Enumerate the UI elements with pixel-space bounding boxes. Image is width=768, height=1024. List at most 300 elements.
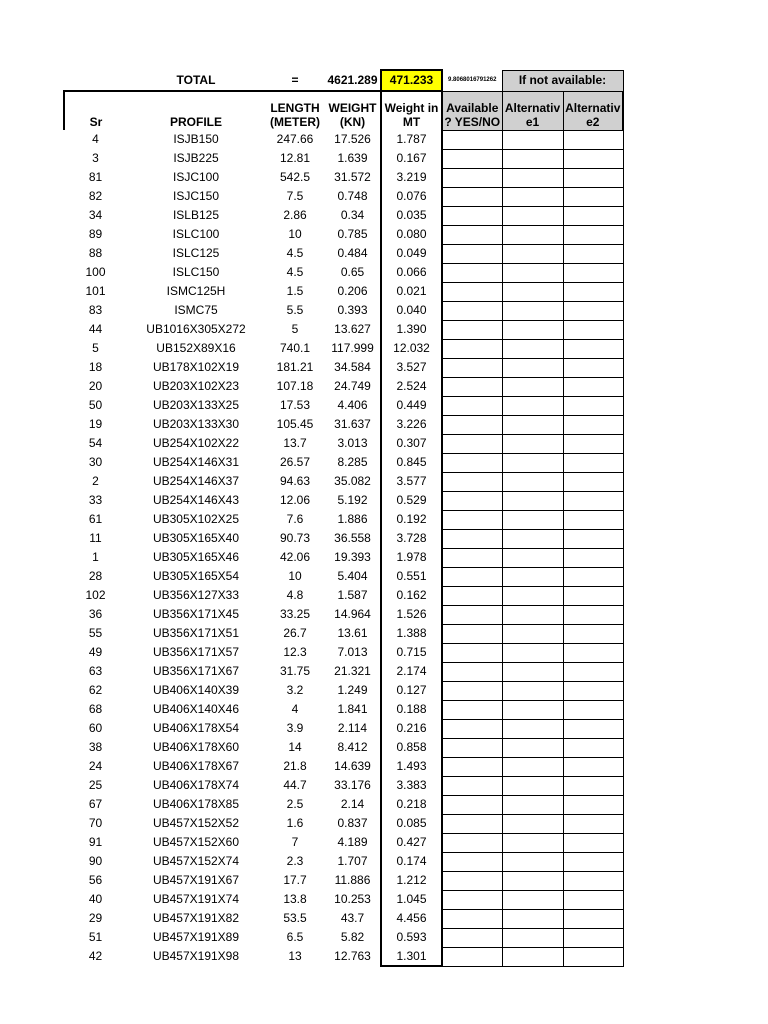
row-weight[interactable]: 12.763 [334, 949, 371, 963]
row-alternative-1-cell[interactable] [502, 586, 563, 605]
row-available-cell[interactable] [442, 301, 502, 320]
row-alternative-2-cell[interactable] [563, 947, 623, 966]
row-length[interactable]: 107.18 [276, 379, 314, 393]
row-sr[interactable]: 62 [88, 683, 103, 697]
row-profile[interactable]: UB406X178X85 [152, 797, 240, 811]
row-profile[interactable]: ISJB150 [173, 132, 219, 146]
row-profile[interactable]: ISJC150 [172, 189, 220, 203]
row-length[interactable]: 13.8 [283, 892, 307, 906]
row-alternative-1-cell[interactable] [502, 491, 563, 510]
row-alternative-1-cell[interactable] [502, 339, 563, 358]
row-profile[interactable]: UB457X191X74 [152, 892, 240, 906]
row-weight[interactable]: 0.837 [337, 816, 368, 830]
row-weight[interactable]: 21.321 [334, 664, 371, 678]
row-sr[interactable]: 42 [88, 949, 103, 963]
row-sr[interactable]: 5 [92, 341, 99, 355]
row-weight-mt[interactable]: 0.858 [381, 738, 442, 757]
row-sr[interactable]: 50 [88, 398, 103, 412]
row-sr[interactable]: 90 [88, 854, 103, 868]
row-weight-mt[interactable]: 0.551 [381, 567, 442, 586]
row-weight[interactable]: 0.393 [337, 303, 368, 317]
row-weight[interactable]: 1.886 [337, 512, 368, 526]
row-length[interactable]: 7.6 [286, 512, 304, 526]
row-length[interactable]: 12.06 [279, 493, 311, 507]
row-profile[interactable]: UB254X146X43 [152, 493, 240, 507]
row-weight[interactable]: 0.785 [337, 227, 368, 241]
row-alternative-2-cell[interactable] [563, 605, 623, 624]
row-alternative-2-cell[interactable] [563, 396, 623, 415]
row-alternative-2-cell[interactable] [563, 700, 623, 719]
row-profile[interactable]: UB305X165X54 [152, 569, 240, 583]
row-alternative-2-cell[interactable] [563, 529, 623, 548]
row-weight[interactable]: 34.584 [334, 360, 371, 374]
row-weight-mt[interactable]: 4.456 [381, 909, 442, 928]
row-alternative-1-cell[interactable] [502, 225, 563, 244]
row-available-cell[interactable] [442, 263, 502, 282]
row-available-cell[interactable] [442, 510, 502, 529]
row-alternative-1-cell[interactable] [502, 168, 563, 187]
row-length[interactable]: 1.5 [286, 284, 304, 298]
row-profile[interactable]: ISLC100 [172, 227, 220, 241]
row-profile[interactable]: UB406X140X46 [152, 702, 240, 716]
row-alternative-2-cell[interactable] [563, 871, 623, 890]
row-profile[interactable]: UB457X152X52 [152, 816, 240, 830]
row-length[interactable]: 4.5 [286, 246, 304, 260]
row-sr[interactable]: 82 [88, 189, 103, 203]
row-alternative-1-cell[interactable] [502, 605, 563, 624]
row-sr[interactable]: 88 [88, 246, 103, 260]
row-alternative-1-cell[interactable] [502, 472, 563, 491]
row-available-cell[interactable] [442, 852, 502, 871]
row-alternative-2-cell[interactable] [563, 795, 623, 814]
row-alternative-1-cell[interactable] [502, 263, 563, 282]
row-sr[interactable]: 63 [88, 664, 103, 678]
row-sr[interactable]: 28 [88, 569, 103, 583]
row-alternative-1-cell[interactable] [502, 662, 563, 681]
row-alternative-2-cell[interactable] [563, 263, 623, 282]
row-available-cell[interactable] [442, 529, 502, 548]
row-alternative-1-cell[interactable] [502, 890, 563, 909]
row-available-cell[interactable] [442, 757, 502, 776]
row-weight-mt[interactable]: 0.040 [381, 301, 442, 320]
row-sr[interactable]: 33 [88, 493, 103, 507]
row-alternative-2-cell[interactable] [563, 415, 623, 434]
row-length[interactable]: 2.86 [283, 208, 307, 222]
row-alternative-2-cell[interactable] [563, 149, 623, 168]
row-sr[interactable]: 81 [88, 170, 103, 184]
row-weight[interactable]: 1.587 [337, 588, 368, 602]
row-length[interactable]: 21.8 [283, 759, 307, 773]
row-weight-mt[interactable]: 3.527 [381, 358, 442, 377]
row-alternative-1-cell[interactable] [502, 377, 563, 396]
row-sr[interactable]: 29 [88, 911, 103, 925]
row-alternative-2-cell[interactable] [563, 358, 623, 377]
row-weight-mt[interactable]: 3.226 [381, 415, 442, 434]
row-alternative-2-cell[interactable] [563, 225, 623, 244]
row-profile[interactable]: UB356X127X33 [152, 588, 240, 602]
row-available-cell[interactable] [442, 928, 502, 947]
row-sr[interactable]: 70 [88, 816, 103, 830]
row-weight-mt[interactable]: 0.080 [381, 225, 442, 244]
row-sr[interactable]: 101 [85, 284, 106, 298]
row-alternative-2-cell[interactable] [563, 909, 623, 928]
row-alternative-1-cell[interactable] [502, 643, 563, 662]
row-available-cell[interactable] [442, 244, 502, 263]
row-available-cell[interactable] [442, 320, 502, 339]
row-weight-mt[interactable]: 0.049 [381, 244, 442, 263]
row-weight[interactable]: 14.639 [334, 759, 371, 773]
row-alternative-2-cell[interactable] [563, 130, 623, 149]
row-sr[interactable]: 51 [88, 930, 103, 944]
row-alternative-2-cell[interactable] [563, 586, 623, 605]
row-alternative-2-cell[interactable] [563, 244, 623, 263]
row-alternative-2-cell[interactable] [563, 852, 623, 871]
row-available-cell[interactable] [442, 605, 502, 624]
row-alternative-1-cell[interactable] [502, 206, 563, 225]
row-sr[interactable]: 102 [85, 588, 106, 602]
row-profile[interactable]: UB457X191X82 [152, 911, 240, 925]
row-available-cell[interactable] [442, 434, 502, 453]
row-available-cell[interactable] [442, 776, 502, 795]
row-available-cell[interactable] [442, 377, 502, 396]
row-length[interactable]: 90.73 [279, 531, 311, 545]
row-available-cell[interactable] [442, 814, 502, 833]
row-length[interactable]: 7.5 [286, 189, 304, 203]
row-weight-mt[interactable]: 0.021 [381, 282, 442, 301]
conversion-factor[interactable]: 9.8068016791262 [448, 76, 497, 83]
row-weight[interactable]: 2.14 [340, 797, 365, 811]
row-weight[interactable]: 1.249 [337, 683, 368, 697]
row-weight-mt[interactable]: 0.529 [381, 491, 442, 510]
row-length[interactable]: 17.53 [279, 398, 311, 412]
row-alternative-1-cell[interactable] [502, 415, 563, 434]
row-profile[interactable]: ISMC75 [174, 303, 218, 317]
row-alternative-1-cell[interactable] [502, 396, 563, 415]
row-sr[interactable]: 54 [88, 436, 103, 450]
row-weight[interactable]: 4.189 [337, 835, 368, 849]
row-alternative-1-cell[interactable] [502, 909, 563, 928]
row-sr[interactable]: 83 [88, 303, 103, 317]
row-available-cell[interactable] [442, 681, 502, 700]
row-alternative-1-cell[interactable] [502, 130, 563, 149]
row-profile[interactable]: UB406X178X54 [152, 721, 240, 735]
row-sr[interactable]: 68 [88, 702, 103, 716]
row-sr[interactable]: 61 [88, 512, 103, 526]
row-weight[interactable]: 0.748 [337, 189, 368, 203]
row-weight[interactable]: 35.082 [334, 474, 371, 488]
row-weight-mt[interactable]: 0.715 [381, 643, 442, 662]
row-length[interactable]: 105.45 [276, 417, 314, 431]
row-length[interactable]: 12.3 [283, 645, 307, 659]
row-available-cell[interactable] [442, 624, 502, 643]
row-available-cell[interactable] [442, 206, 502, 225]
row-length[interactable]: 7 [291, 835, 299, 849]
row-weight[interactable]: 0.34 [340, 208, 365, 222]
row-weight-mt[interactable]: 0.307 [381, 434, 442, 453]
row-alternative-2-cell[interactable] [563, 187, 623, 206]
row-alternative-1-cell[interactable] [502, 567, 563, 586]
row-weight[interactable]: 0.206 [337, 284, 368, 298]
row-available-cell[interactable] [442, 890, 502, 909]
row-weight-mt[interactable]: 1.045 [381, 890, 442, 909]
row-alternative-1-cell[interactable] [502, 928, 563, 947]
row-alternative-2-cell[interactable] [563, 567, 623, 586]
row-weight[interactable]: 13.61 [337, 626, 368, 640]
row-weight-mt[interactable]: 1.212 [381, 871, 442, 890]
row-weight[interactable]: 31.637 [334, 417, 371, 431]
row-profile[interactable]: UB406X178X74 [152, 778, 240, 792]
row-weight[interactable]: 7.013 [337, 645, 368, 659]
row-weight[interactable]: 31.572 [334, 170, 371, 184]
row-weight[interactable]: 2.114 [337, 721, 368, 735]
row-length[interactable]: 181.21 [276, 360, 314, 374]
row-alternative-2-cell[interactable] [563, 168, 623, 187]
row-weight-mt[interactable]: 0.035 [381, 206, 442, 225]
row-alternative-2-cell[interactable] [563, 643, 623, 662]
row-alternative-1-cell[interactable] [502, 700, 563, 719]
row-sr[interactable]: 49 [88, 645, 103, 659]
row-alternative-1-cell[interactable] [502, 529, 563, 548]
row-available-cell[interactable] [442, 719, 502, 738]
row-weight[interactable]: 8.285 [337, 455, 368, 469]
row-alternative-2-cell[interactable] [563, 662, 623, 681]
row-weight[interactable]: 1.639 [337, 151, 368, 165]
row-alternative-2-cell[interactable] [563, 738, 623, 757]
row-weight[interactable]: 36.558 [334, 531, 371, 545]
row-available-cell[interactable] [442, 453, 502, 472]
total-weight-kn[interactable]: 4621.289 [327, 72, 378, 87]
row-alternative-1-cell[interactable] [502, 453, 563, 472]
row-sr[interactable]: 24 [88, 759, 103, 773]
row-weight[interactable]: 0.65 [340, 265, 365, 279]
row-weight[interactable]: 1.707 [337, 854, 368, 868]
row-available-cell[interactable] [442, 282, 502, 301]
row-alternative-1-cell[interactable] [502, 434, 563, 453]
row-sr[interactable]: 1 [92, 550, 99, 564]
row-available-cell[interactable] [442, 909, 502, 928]
row-profile[interactable]: UB457X191X89 [152, 930, 240, 944]
row-sr[interactable]: 44 [88, 322, 103, 336]
row-profile[interactable]: UB203X102X23 [152, 379, 240, 393]
row-alternative-2-cell[interactable] [563, 681, 623, 700]
row-length[interactable]: 10 [288, 227, 302, 241]
row-weight-mt[interactable]: 0.449 [381, 396, 442, 415]
row-weight-mt[interactable]: 0.845 [381, 453, 442, 472]
row-available-cell[interactable] [442, 833, 502, 852]
row-length[interactable]: 542.5 [279, 170, 311, 184]
row-alternative-1-cell[interactable] [502, 719, 563, 738]
row-alternative-2-cell[interactable] [563, 320, 623, 339]
row-profile[interactable]: UB457X152X74 [152, 854, 240, 868]
row-weight-mt[interactable]: 1.388 [381, 624, 442, 643]
row-available-cell[interactable] [442, 396, 502, 415]
row-length[interactable]: 3.9 [286, 721, 304, 735]
row-length[interactable]: 12.81 [279, 151, 311, 165]
row-available-cell[interactable] [442, 662, 502, 681]
row-length[interactable]: 3.2 [286, 683, 304, 697]
row-alternative-1-cell[interactable] [502, 149, 563, 168]
row-alternative-2-cell[interactable] [563, 301, 623, 320]
row-alternative-1-cell[interactable] [502, 871, 563, 890]
row-weight[interactable]: 5.192 [337, 493, 368, 507]
row-alternative-2-cell[interactable] [563, 282, 623, 301]
row-weight-mt[interactable]: 1.526 [381, 605, 442, 624]
row-weight-mt[interactable]: 0.593 [381, 928, 442, 947]
row-weight-mt[interactable]: 2.174 [381, 662, 442, 681]
row-length[interactable]: 5 [291, 322, 299, 336]
row-length[interactable]: 33.25 [279, 607, 311, 621]
row-weight-mt[interactable]: 1.301 [381, 947, 442, 966]
row-weight-mt[interactable]: 0.188 [381, 700, 442, 719]
row-weight[interactable]: 19.393 [334, 550, 371, 564]
row-length[interactable]: 4.5 [286, 265, 304, 279]
row-length[interactable]: 13 [288, 949, 302, 963]
row-available-cell[interactable] [442, 795, 502, 814]
row-available-cell[interactable] [442, 339, 502, 358]
row-length[interactable]: 17.7 [283, 873, 307, 887]
row-alternative-1-cell[interactable] [502, 187, 563, 206]
row-alternative-1-cell[interactable] [502, 776, 563, 795]
row-alternative-1-cell[interactable] [502, 852, 563, 871]
row-weight[interactable]: 24.749 [334, 379, 371, 393]
row-sr[interactable]: 89 [88, 227, 103, 241]
row-sr[interactable]: 38 [88, 740, 103, 754]
row-weight[interactable]: 10.253 [334, 892, 371, 906]
row-alternative-1-cell[interactable] [502, 244, 563, 263]
row-alternative-1-cell[interactable] [502, 833, 563, 852]
row-length[interactable]: 31.75 [279, 664, 311, 678]
row-sr[interactable]: 56 [88, 873, 103, 887]
row-available-cell[interactable] [442, 738, 502, 757]
row-available-cell[interactable] [442, 643, 502, 662]
row-weight-mt[interactable]: 0.174 [381, 852, 442, 871]
row-profile[interactable]: UB254X146X37 [152, 474, 240, 488]
row-alternative-1-cell[interactable] [502, 301, 563, 320]
row-alternative-1-cell[interactable] [502, 795, 563, 814]
row-weight-mt[interactable]: 0.085 [381, 814, 442, 833]
row-profile[interactable]: UB254X102X22 [152, 436, 240, 450]
row-weight-mt[interactable]: 0.218 [381, 795, 442, 814]
row-weight-mt[interactable]: 0.066 [381, 263, 442, 282]
row-available-cell[interactable] [442, 149, 502, 168]
row-alternative-2-cell[interactable] [563, 814, 623, 833]
row-alternative-1-cell[interactable] [502, 282, 563, 301]
row-alternative-2-cell[interactable] [563, 776, 623, 795]
row-alternative-2-cell[interactable] [563, 833, 623, 852]
row-weight[interactable]: 13.627 [334, 322, 371, 336]
row-length[interactable]: 42.06 [279, 550, 311, 564]
row-sr[interactable]: 19 [88, 417, 103, 431]
row-sr[interactable]: 34 [88, 208, 103, 222]
row-available-cell[interactable] [442, 700, 502, 719]
row-sr[interactable]: 30 [88, 455, 103, 469]
row-sr[interactable]: 60 [88, 721, 103, 735]
row-weight-mt[interactable]: 12.032 [381, 339, 442, 358]
row-length[interactable]: 6.5 [286, 930, 304, 944]
row-profile[interactable]: ISMC125H [166, 284, 226, 298]
row-profile[interactable]: UB457X191X98 [152, 949, 240, 963]
row-weight[interactable]: 117.999 [331, 341, 374, 355]
row-weight-mt[interactable]: 1.978 [381, 548, 442, 567]
row-alternative-1-cell[interactable] [502, 738, 563, 757]
row-weight[interactable]: 33.176 [334, 778, 371, 792]
row-profile[interactable]: UB406X140X39 [152, 683, 240, 697]
row-sr[interactable]: 67 [88, 797, 103, 811]
row-profile[interactable]: ISJC100 [172, 170, 220, 184]
row-alternative-1-cell[interactable] [502, 624, 563, 643]
row-length[interactable]: 14 [288, 740, 302, 754]
row-profile[interactable]: UB406X178X60 [152, 740, 240, 754]
row-alternative-2-cell[interactable] [563, 453, 623, 472]
row-available-cell[interactable] [442, 415, 502, 434]
row-profile[interactable]: UB356X171X51 [152, 626, 240, 640]
row-weight-mt[interactable]: 3.383 [381, 776, 442, 795]
row-length[interactable]: 10 [288, 569, 302, 583]
row-sr[interactable]: 20 [88, 379, 103, 393]
row-weight[interactable]: 5.404 [337, 569, 368, 583]
row-weight[interactable]: 5.82 [340, 930, 365, 944]
row-profile[interactable]: UB152X89X16 [156, 341, 236, 355]
row-length[interactable]: 94.63 [279, 474, 311, 488]
row-profile[interactable]: UB406X178X67 [152, 759, 240, 773]
row-profile[interactable]: UB356X171X45 [152, 607, 240, 621]
row-weight-mt[interactable]: 3.577 [381, 472, 442, 491]
row-length[interactable]: 247.66 [276, 132, 314, 146]
row-weight[interactable]: 14.964 [334, 607, 371, 621]
row-weight[interactable]: 1.841 [337, 702, 368, 716]
row-available-cell[interactable] [442, 358, 502, 377]
row-alternative-2-cell[interactable] [563, 510, 623, 529]
row-sr[interactable]: 91 [88, 835, 103, 849]
row-available-cell[interactable] [442, 567, 502, 586]
row-profile[interactable]: ISLC125 [172, 246, 220, 260]
row-weight[interactable]: 17.526 [334, 132, 371, 146]
row-alternative-2-cell[interactable] [563, 928, 623, 947]
row-alternative-1-cell[interactable] [502, 947, 563, 966]
row-length[interactable]: 13.7 [283, 436, 307, 450]
row-alternative-2-cell[interactable] [563, 757, 623, 776]
row-profile[interactable]: UB356X171X67 [152, 664, 240, 678]
row-sr[interactable]: 55 [88, 626, 103, 640]
row-length[interactable]: 740.1 [279, 341, 311, 355]
row-weight-mt[interactable]: 0.216 [381, 719, 442, 738]
row-weight-mt[interactable]: 0.192 [381, 510, 442, 529]
row-alternative-2-cell[interactable] [563, 434, 623, 453]
row-available-cell[interactable] [442, 548, 502, 567]
row-weight-mt[interactable]: 3.728 [381, 529, 442, 548]
row-alternative-1-cell[interactable] [502, 681, 563, 700]
row-profile[interactable]: ISJB225 [173, 151, 219, 165]
row-alternative-1-cell[interactable] [502, 548, 563, 567]
row-available-cell[interactable] [442, 225, 502, 244]
row-length[interactable]: 2.3 [286, 854, 304, 868]
row-length[interactable]: 4.8 [286, 588, 304, 602]
row-weight-mt[interactable]: 3.219 [381, 168, 442, 187]
row-sr[interactable]: 11 [89, 531, 102, 545]
row-sr[interactable]: 2 [92, 474, 99, 488]
row-weight-mt[interactable]: 1.390 [381, 320, 442, 339]
row-alternative-2-cell[interactable] [563, 890, 623, 909]
row-weight-mt[interactable]: 0.162 [381, 586, 442, 605]
row-profile[interactable]: UB305X165X40 [152, 531, 240, 545]
row-alternative-1-cell[interactable] [502, 320, 563, 339]
row-weight-mt[interactable]: 1.787 [381, 130, 442, 149]
row-profile[interactable]: ISLB125 [172, 208, 220, 222]
row-weight-mt[interactable]: 0.427 [381, 833, 442, 852]
row-weight-mt[interactable]: 1.493 [381, 757, 442, 776]
row-available-cell[interactable] [442, 947, 502, 966]
row-length[interactable]: 4 [291, 702, 299, 716]
